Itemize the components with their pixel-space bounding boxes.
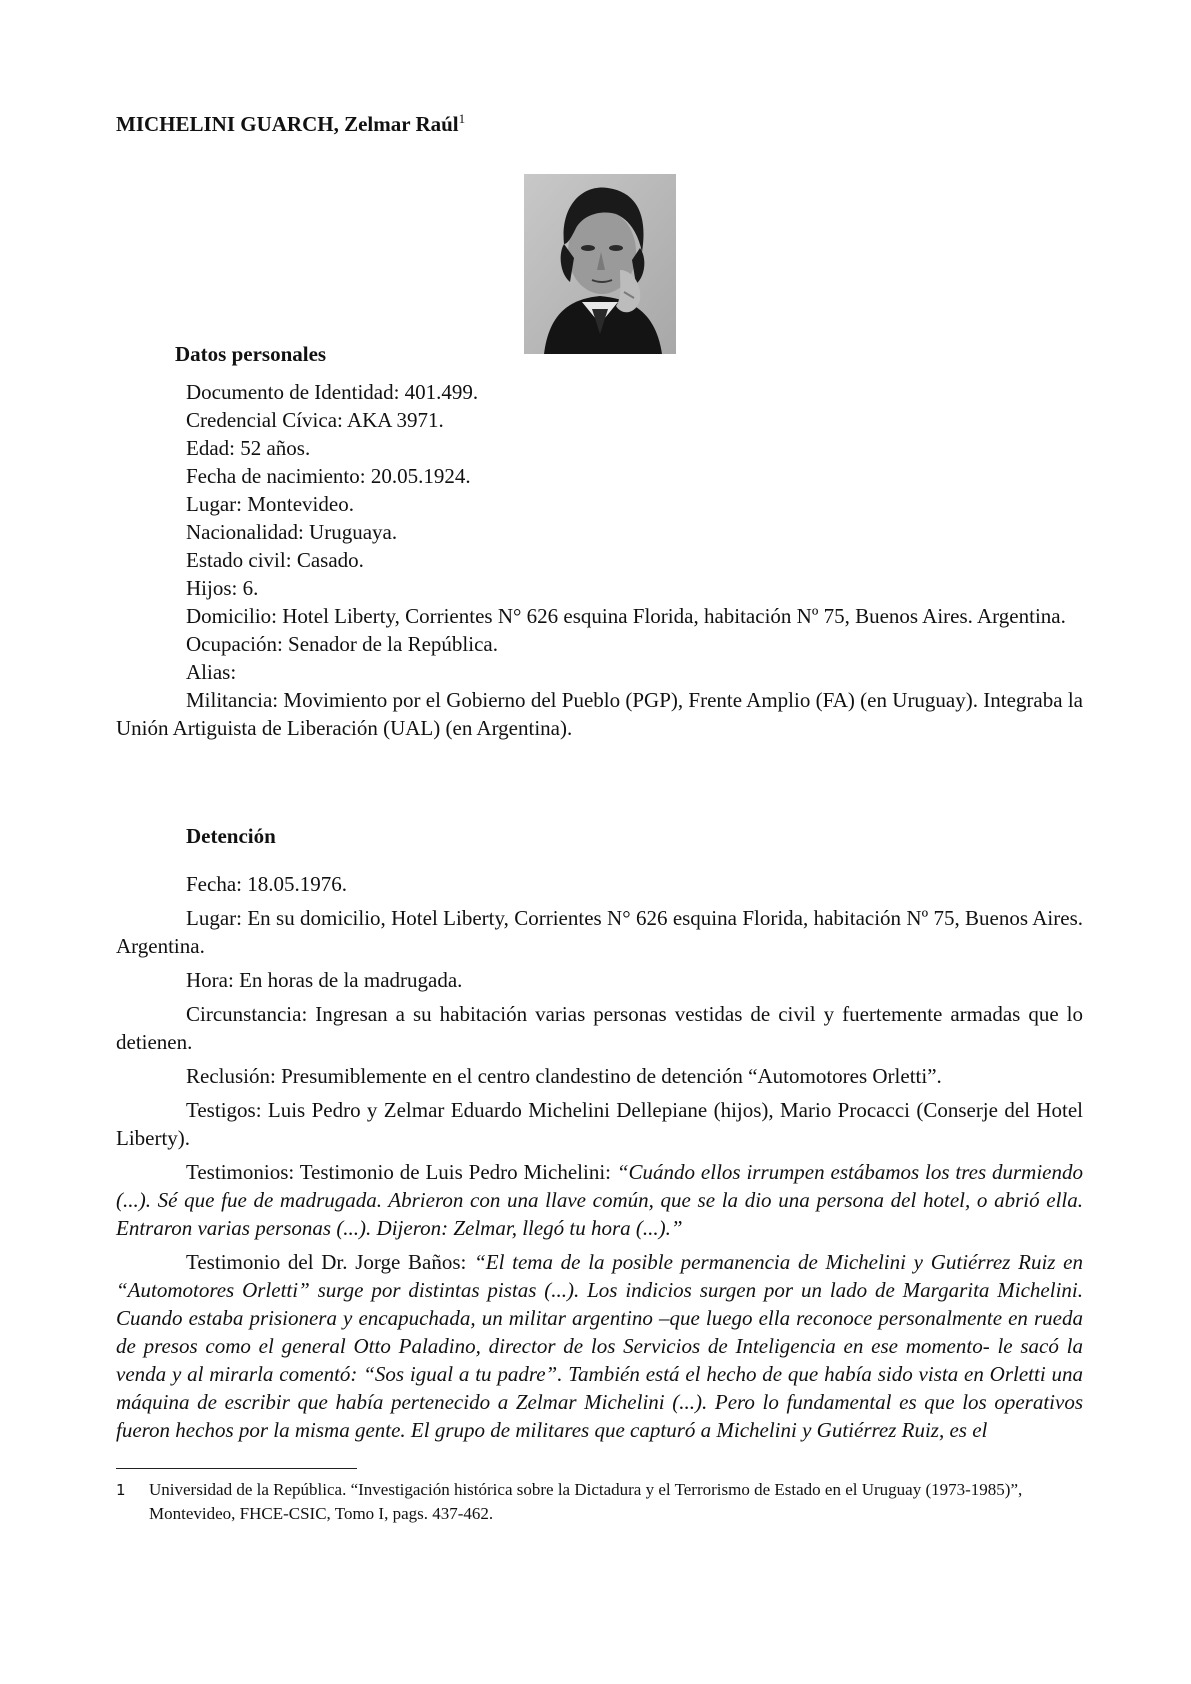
detention-testimonios — [116, 1158, 1083, 1242]
footnote-divider — [116, 1468, 357, 1469]
data-line-estado-civil: Estado civil: Casado. — [186, 548, 364, 572]
data-line-lugar: Lugar: Montevideo. — [186, 492, 354, 516]
data-line-nacionalidad: Nacionalidad: Uruguaya. — [186, 520, 398, 544]
detention-testimonio-banos — [116, 1248, 1083, 1444]
data-line-credencial: Credencial Cívica: AKA 3971. — [186, 408, 444, 432]
footnote-text: Universidad de la República. “Investigación histórica sobre la Dictadura y el Terrorismo de Estado en el Uruguay (1973-1985)”, Montevideo, FHCE-CSIC, Tomo I, pags. 437-462. — [149, 1480, 1023, 1523]
detention-reclusion: Reclusión: Presumiblemente en el centro clandestino de detención “Automotores Orletti”. — [186, 1064, 942, 1088]
banos-label: Testimonio del Dr. Jorge Baños: — [186, 1250, 475, 1274]
portrait-photo — [524, 174, 676, 354]
data-line-documento: Documento de Identidad: 401.499. — [186, 380, 479, 404]
detention-lugar: Lugar: En su domicilio, Hotel Liberty, Corrientes N° 626 esquina Florida, habitación Nº 75, Buenos Aires. Argentina. — [116, 906, 1083, 958]
data-line-alias: Alias: — [186, 660, 237, 684]
detention-section — [116, 870, 1083, 1444]
data-line-hijos: Hijos: 6. — [186, 576, 259, 600]
footnote-reference[interactable]: 1 — [458, 111, 466, 126]
section-heading-datos-personales: Datos personales — [175, 342, 327, 366]
footnote — [116, 1478, 1083, 1526]
portrait-illustration — [524, 174, 676, 354]
data-line-ocupacion: Ocupación: Senador de la República. — [186, 632, 498, 656]
page-title — [116, 112, 465, 137]
detention-testigos: Testigos: Luis Pedro y Zelmar Eduardo Michelini Dellepiane (hijos), Mario Procacci (Conserje del Hotel Liberty). — [116, 1098, 1083, 1150]
data-line-militancia: Militancia: Movimiento por el Gobierno del Pueblo (PGP), Frente Amplio (FA) (en Uruguay). Integraba la Unión Artiguista de Liberación (UAL) (en Argentina). — [116, 688, 1083, 740]
detention-hora: Hora: En horas de la madrugada. — [186, 968, 463, 992]
data-line-edad: Edad: 52 años. — [186, 436, 311, 460]
detention-fecha: Fecha: 18.05.1976. — [186, 872, 347, 896]
footnote-number: 1 — [116, 1481, 126, 1499]
testimonios-label: Testimonios: Testimonio de Luis Pedro Michelini: — [186, 1160, 617, 1184]
detention-circunstancia: Circunstancia: Ingresan a su habitación varias personas vestidas de civil y fuertemente armadas que lo detienen. — [116, 1002, 1083, 1054]
personal-data-list — [116, 378, 1083, 742]
person-name: MICHELINI GUARCH, Zelmar Raúl — [116, 112, 459, 136]
testimonio-quote-banos: “El tema de la posible permanencia de Michelini y Gutiérrez Ruiz en “Automotores Orletti” surge por distintas pistas (...). Los indicios surgen por un lado de Margarita Michelini. Cuando estaba prisionera y encapuchada, un militar argentino –que luego ella reconoce personalmente en rueda de presos como el general Otto Paladino, director de los Servicios de Inteligencia en ese momento- le sacó la venda y al mirarla comentó: “Sos igual a tu padre”. También está el hecho de que había sido vista en Orletti una máquina de escribir que había pertenecido a Zelmar Michelini (...). Pero lo fundamental es que los operativos fueron hechos por la misma gente. El grupo de militares que capturó a Michelini y Gutiérrez Ruiz, es el — [116, 1250, 1083, 1442]
data-line-fecha-nacimiento: Fecha de nacimiento: 20.05.1924. — [186, 464, 471, 488]
section-heading-detencion: Detención — [186, 824, 276, 848]
testimonio-quote-luis-pedro: “Cuándo ellos irrumpen estábamos los tres durmiendo (...). Sé que fue de madrugada. Abrieron con una llave común, que se la dio una persona del hotel, o abrió ella. Entraron varias personas (...). Dijeron: Zelmar, llegó tu hora (...).” — [116, 1160, 1083, 1240]
data-line-domicilio: Domicilio: Hotel Liberty, Corrientes N° 626 esquina Florida, habitación Nº 75, Buenos Aires. Argentina. — [186, 604, 1066, 628]
